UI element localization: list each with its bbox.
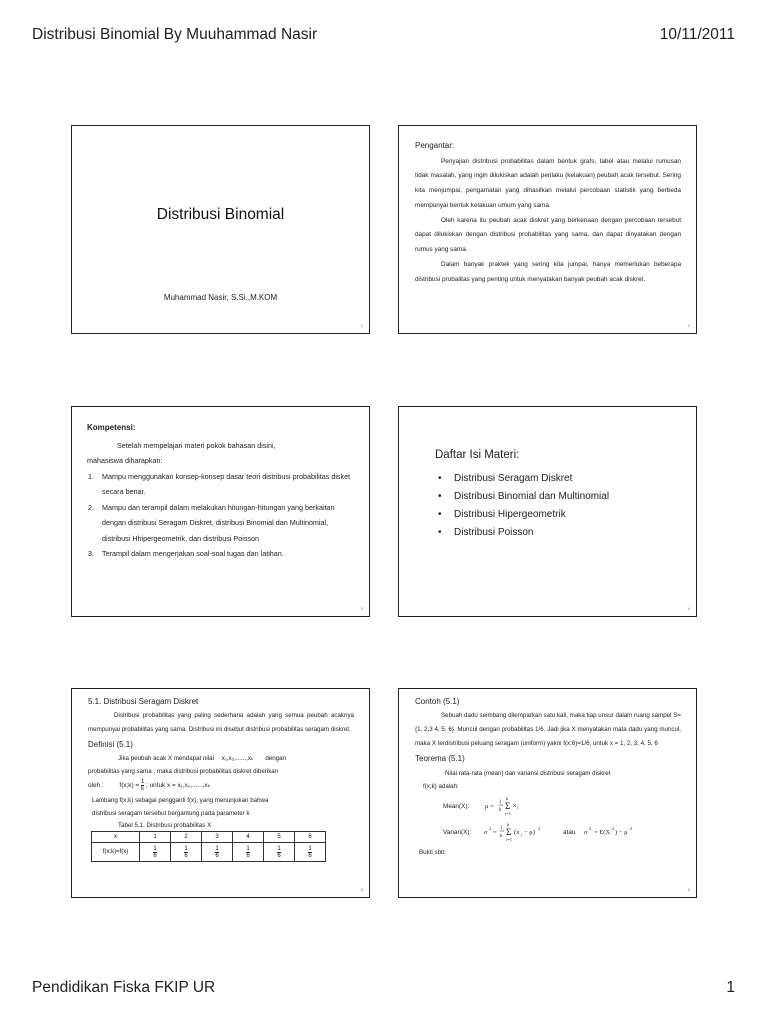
theorem-title: Teorema (5.1) <box>415 754 465 763</box>
svg-text:− μ): − μ) <box>524 829 535 836</box>
toc-item: • Distribusi Seragam Diskret <box>433 470 609 488</box>
svg-text:k: k <box>507 822 510 827</box>
toc-title: Daftar Isi Materi: <box>435 449 520 461</box>
svg-text:μ =: μ = <box>485 803 495 810</box>
svg-text:Σ: Σ <box>506 827 512 837</box>
slide-1 <box>71 125 370 334</box>
slide-number: 2 <box>687 323 690 328</box>
slide-2 <box>398 125 697 334</box>
variance-formula: Varian(X): σ 2 = 1 k k Σ i=1 (x i − μ) 2 atau σ 2 = E(X 2 ) − μ 2 <box>415 819 681 847</box>
competence-intro-1: Setelah mempelajari materi pokok bahasan disini, <box>117 440 276 450</box>
definition-line-2: probabilitas yang sama , maka distribusi probabilitas diskret diberikan <box>88 768 279 775</box>
svg-text:(x: (x <box>514 829 520 836</box>
slide-3 <box>71 406 370 617</box>
slide-5 <box>71 688 370 898</box>
proof-label: Bukti sbb: <box>419 849 447 856</box>
svg-text:2: 2 <box>630 826 633 831</box>
competence-intro-2: mahasiswa diharapkan: <box>87 456 163 465</box>
toc-item: • Distribusi Hipergeometrik <box>433 506 609 524</box>
toc-item: • Distribusi Binomial dan Multinomial <box>433 488 609 506</box>
variance-equation <box>483 819 573 847</box>
svg-text:i=1: i=1 <box>506 837 513 842</box>
svg-text:2: 2 <box>538 826 541 831</box>
toc-item: • Distribusi Poisson <box>433 524 609 542</box>
svg-text:σ: σ <box>584 829 588 836</box>
svg-text:2: 2 <box>612 826 615 831</box>
example-paragraph: Sebuah dadu seimbang dilemparkan satu kali, maka tiap unsur dalam ruang sampel S={1, 2,3 4, 5, 6}. Muncul dengan probabilitas 1/6. Jadi jika X menyatakan mata dadu yang muncul, maka X terdistribusi peluang seragam (uniform) yakni f(x;6)=1/6, untuk x = 1, 2, 3, 4, 5, 6 <box>415 712 681 747</box>
svg-text:=: = <box>493 829 497 836</box>
variance-alternate-equation <box>583 819 663 847</box>
svg-text:1: 1 <box>499 800 502 805</box>
intro-paragraph-3: Dalam banyak praktek yang sering kita jumpai, hanya memerlukan beberapa distribusi probalitas yang penting untuk menyatakan banyak peubah acak diskret. <box>415 261 681 283</box>
competence-heading: Kompetensi: <box>87 423 136 432</box>
distribution-table <box>91 831 326 862</box>
svg-text:) − μ: ) − μ <box>615 829 628 836</box>
slide-title: Distribusi Binomial <box>156 206 285 223</box>
svg-text:k: k <box>500 834 503 839</box>
slide-6 <box>398 688 697 898</box>
example-heading: Contoh (5.1) <box>415 697 460 706</box>
svg-text:σ: σ <box>484 829 488 836</box>
svg-text:Σ: Σ <box>505 801 511 811</box>
footer-institution: Pendidikan Fiska FKIP UR <box>32 979 216 996</box>
competence-item: 2. Mampu dan terampil dalam melakukan hitungan-hitungan yang berkaitan dengan distribusi Seragam Diskret, distribusi Binomial dan Multinomial, distribusi Hhipergeometrik, dan distribusi Poisson <box>88 502 335 543</box>
table-row: f(x;k)=f(x) $\frac{1}{6}$ $\frac{1}{6}$ $\frac{1}{6}$ $\frac{1}{6}$ $\frac{1}{6}$ $\frac{1}{6}$ <box>92 843 326 862</box>
svg-text:i: i <box>517 805 519 810</box>
definition-formula: oleh : f(x;k) = $\frac{1}{k}$ ; untuk x = x₁,x₂,......,xₖ <box>88 778 211 792</box>
svg-text:i=1: i=1 <box>505 811 512 816</box>
slide-number: 1 <box>360 323 363 328</box>
competence-item: 1. Mampu menggunakan konsep-konsep dasar teori distribusi probabilitas disket secara benar. <box>88 471 351 496</box>
svg-text:k: k <box>506 796 509 801</box>
mean-formula: Mean(X): μ = 1 k k Σ i=1 x i <box>415 793 681 819</box>
svg-text:2: 2 <box>589 826 592 831</box>
header-date: 10/11/2011 <box>659 26 735 43</box>
svg-text:x: x <box>513 802 517 809</box>
slide-number: 3 <box>360 606 363 611</box>
section-paragraph: Distribusi probabilitas yang paling sederhana adalah yang semua peubah acaknya mempunyai probabilitas yang sama. Distribusi ini disebut distribusi probabilitas seragam diskret. <box>88 712 354 733</box>
svg-text:k: k <box>499 808 502 813</box>
definition-title: Definisi (5.1) <box>88 740 133 749</box>
slide-number: 4 <box>687 606 690 611</box>
intro-heading: Pengantar: <box>415 141 455 150</box>
section-heading: 5.1. Distribusi Seragam Diskret <box>88 697 199 706</box>
svg-text:= E(X: = E(X <box>594 829 611 836</box>
theorem-line-2: f(x;k) adalah: <box>423 783 459 790</box>
slide-number: 5 <box>360 887 363 892</box>
intro-paragraph-1: Penyajian distribusi probabilitas dalam bentuk grafs, tabel atau melalui rumusan tidak masalah, yang ingin dilukiskan adalah perilaku (kelakuan) peubah acak tersebut. Sering kita menjumpai, pengamatan yang dihasilkan melalui percobaan statistik yang berbeda mempunyai bentuk kelakuan umum yang sama. <box>415 157 681 209</box>
svg-text:i: i <box>521 832 523 837</box>
svg-text:1: 1 <box>500 826 503 831</box>
mean-equation <box>483 793 553 819</box>
header-title: Distribusi Binomial By Muuhammad Nasir <box>32 26 318 43</box>
slide-4 <box>398 406 697 617</box>
svg-text:2: 2 <box>489 826 492 831</box>
slide-number: 6 <box>687 887 690 892</box>
table-header-row: x 1 2 3 4 5 6 <box>92 832 326 843</box>
table-caption: Tabel 5.1. Distribusi probabilitas X <box>118 822 212 829</box>
notation-line-2: distribusi seragam tersebut bergantung pada parameter k <box>92 810 250 817</box>
notation-line-1: Lambang f(x;k) sebagai pengganti f(x), yang menunjukan bahwa <box>92 797 269 804</box>
competence-item: 3. Terampil dalam mengerjakan soal-soal tugas dan latihan. <box>88 549 284 558</box>
slide-author: Muhammad Nasir, S.Si.,M.KOM <box>163 293 278 302</box>
theorem-line-1: Nilai rata-rata (mean) dan variansi distribusi seragam diskret <box>445 770 611 777</box>
definition-values: x₁,x₂,......,xₖ <box>221 755 254 762</box>
intro-paragraph-2: Oleh karena itu peubah acak diskret yang berkenaan dengan percobaan tersebut dapat dilukiskan dengan distribusi probabilitas yang sama, dan dapat dinyatakan dengan rumus yang sama. <box>415 216 681 254</box>
footer-page-number: 1 <box>726 979 735 996</box>
definition-line-1: Jika peubah acak X mendapat nilai x₁,x₂,......,xₖ dengan <box>118 755 286 762</box>
